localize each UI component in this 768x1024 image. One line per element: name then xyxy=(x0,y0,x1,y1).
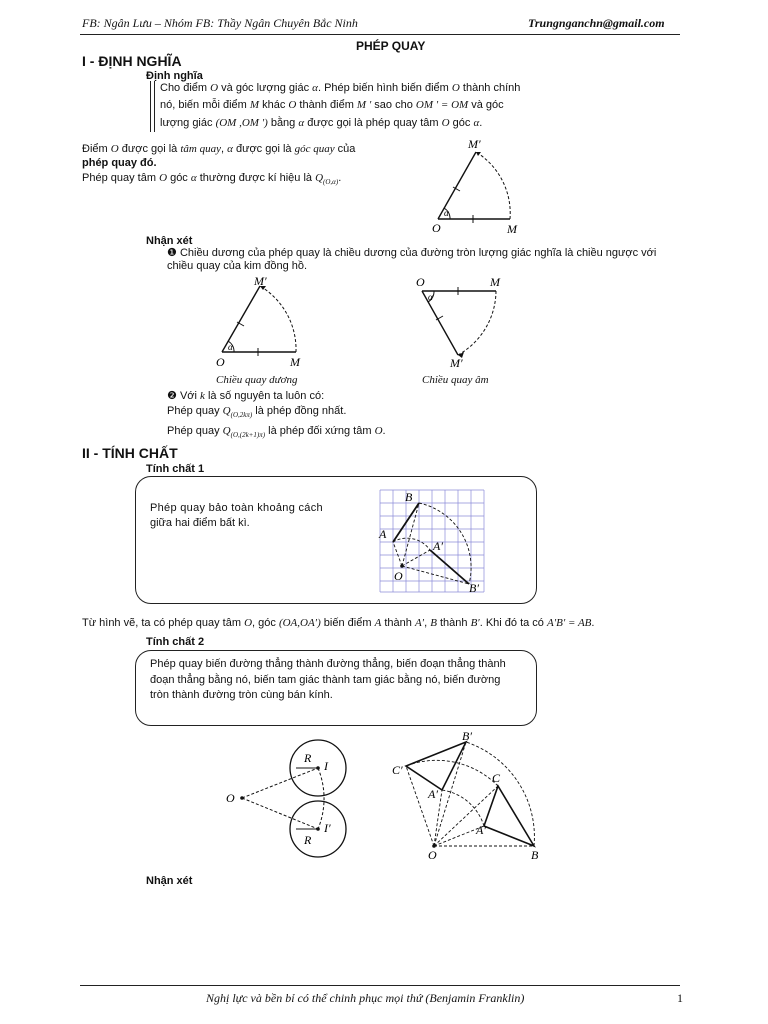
svg-text:M′: M′ xyxy=(254,274,267,288)
positive-rotation-figure xyxy=(210,274,320,370)
caption-positive: Chiều quay dương xyxy=(216,374,298,386)
svg-text:B: B xyxy=(531,848,539,862)
remark-heading: Nhận xét xyxy=(146,235,193,247)
svg-text:I′: I′ xyxy=(324,821,331,835)
property-2-heading: Tính chất 2 xyxy=(146,636,205,648)
svg-text:C: C xyxy=(492,771,501,785)
identity-rotation-text: Phép quay $Q_{(O,2k\pi)}$ là phép đồng nhất. xyxy=(167,405,347,420)
svg-text:B′: B′ xyxy=(462,730,472,743)
svg-text:M′: M′ xyxy=(468,137,481,151)
header-left: FB: Ngân Lưu – Nhóm FB: Thầy Ngân Chuyên Bắc Ninh xyxy=(82,16,358,30)
definition-bar xyxy=(150,81,155,132)
negative-rotation-figure xyxy=(410,274,520,370)
property-1-line-2: giữa hai điểm bất kì. xyxy=(150,517,250,529)
svg-text:α: α xyxy=(444,208,449,218)
header-rule xyxy=(80,34,680,35)
svg-text:A′: A′ xyxy=(428,787,438,801)
section-heading-properties: II - TÍNH CHẤT xyxy=(82,445,178,461)
svg-text:O: O xyxy=(226,791,235,805)
svg-text:C′: C′ xyxy=(392,763,403,777)
svg-text:M: M xyxy=(490,275,500,289)
header-email: Trungnganchn@gmail.com xyxy=(528,16,665,30)
remark-1-line-1: ❶ Chiều dương của phép quay là chiều dương của đường tròn lượng giác nghĩa là chiều ngược với xyxy=(167,247,657,259)
triangle-rotation-figure xyxy=(386,730,551,865)
svg-text:I: I xyxy=(324,759,328,773)
svg-text:O: O xyxy=(216,355,225,369)
svg-text:A′: A′ xyxy=(433,539,443,553)
rotation-arc xyxy=(476,152,510,219)
svg-text:M′: M′ xyxy=(450,356,463,370)
property-2-line-3: tròn thành đường tròn cùng bán kính. xyxy=(150,689,333,701)
remark-heading-2: Nhận xét xyxy=(146,875,193,887)
footer-rule xyxy=(80,985,680,986)
center-angle-text: Điểm O được gọi là tâm quay, α được gọi là góc quay của xyxy=(82,143,356,155)
remark-1-line-2: chiều quay của kim đồng hồ. xyxy=(167,260,308,272)
definition-line-1: Cho điểm O và góc lượng giác α. Phép biến hình biến điểm O thành chính xyxy=(160,82,521,94)
svg-text:R: R xyxy=(304,751,312,765)
svg-text:O: O xyxy=(394,569,403,583)
property-2-line-1: Phép quay biến đường thẳng thành đường thẳng, biến đoạn thẳng thành xyxy=(150,658,506,670)
svg-text:R: R xyxy=(304,833,312,847)
definition-line-3: lượng giác (OM ,OM ′) bằng α được gọi là phép quay tâm O góc α. xyxy=(160,117,483,129)
rotation-label: phép quay đó. xyxy=(82,157,157,169)
svg-text:A: A xyxy=(379,527,387,541)
svg-text:α: α xyxy=(428,292,433,302)
section-heading-definition: I - ĐỊNH NGHĨA xyxy=(82,53,182,69)
property-1-line-1: Phép quay bảo toàn khoảng cách xyxy=(150,502,323,514)
footer-quote: Nghị lực và bền bỉ có thể chinh phục mọi thứ (Benjamin Franklin) xyxy=(206,991,525,1005)
svg-text:α: α xyxy=(228,342,233,352)
property-1-heading: Tính chất 1 xyxy=(146,463,205,475)
property-1-explanation: Từ hình vẽ, ta có phép quay tâm O, góc (OA,OA′) biến điểm A thành A′, B thành B′. Khi đó ta có A′B′ = AB. xyxy=(82,617,595,629)
central-symmetry-text: Phép quay $Q_{(O,(2k+1)\pi)}$ là phép đối xứng tâm O. xyxy=(167,425,386,440)
rotation-figure xyxy=(420,136,530,236)
svg-text:B: B xyxy=(405,490,413,504)
grid-distance-figure xyxy=(372,484,492,596)
notation-text: Phép quay tâm O góc α thường được kí hiệu là $Q_{(O,\alpha)}$. xyxy=(82,172,342,187)
remark-2-intro: ❷ Với k là số nguyên ta luôn có: xyxy=(167,390,325,402)
svg-text:A′: A′ xyxy=(476,823,486,837)
page-title: PHÉP QUAY xyxy=(356,39,426,53)
property-2-line-2: đoạn thẳng bằng nó, biến tam giác thành tam giác bằng nó, biến đường xyxy=(150,674,501,686)
svg-text:O: O xyxy=(416,275,425,289)
svg-text:B′: B′ xyxy=(469,581,479,595)
svg-text:M: M xyxy=(507,222,517,236)
svg-text:M: M xyxy=(290,355,300,369)
subheading-definition: Định nghĩa xyxy=(146,70,203,82)
caption-negative: Chiều quay âm xyxy=(422,374,489,386)
page-number: 1 xyxy=(677,991,683,1005)
svg-text:O: O xyxy=(428,848,437,862)
circle-rotation-figure xyxy=(220,732,370,862)
definition-line-2: nó, biến mỗi điểm M khác O thành điểm M ′ sao cho OM ′ = OM và góc xyxy=(160,99,504,111)
svg-text:O: O xyxy=(432,221,441,235)
